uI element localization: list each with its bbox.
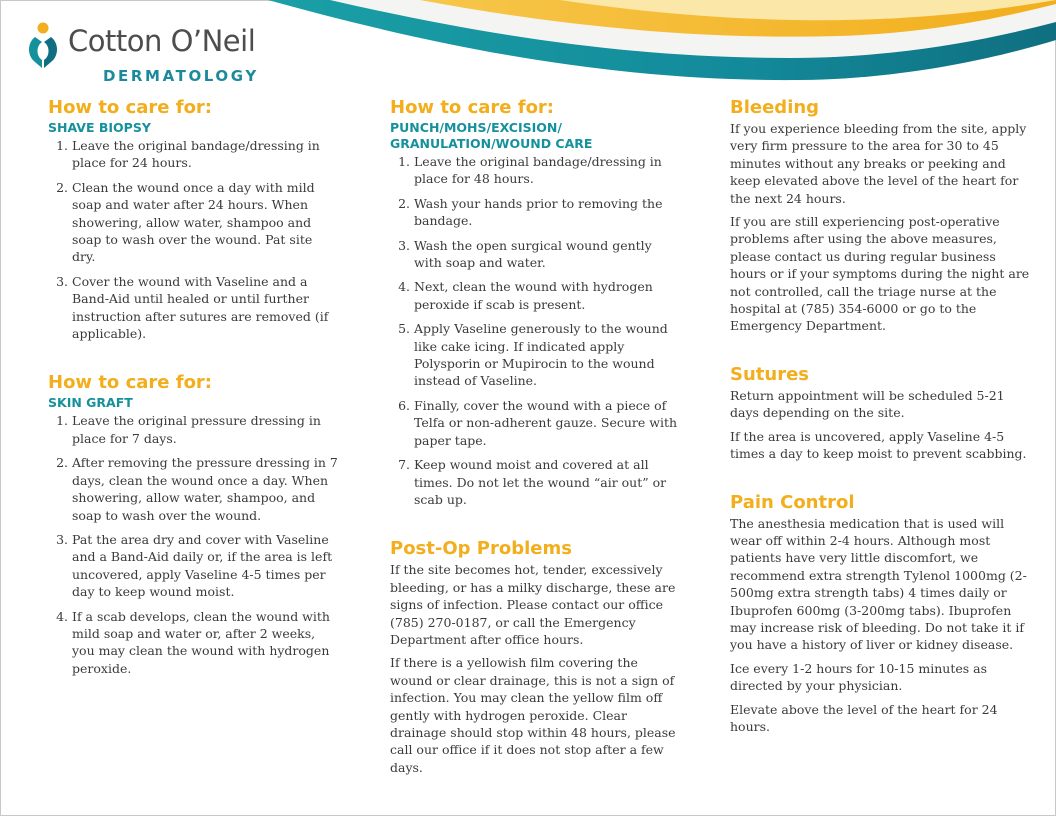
section-shave-biopsy	[48, 96, 338, 342]
instruction-list	[48, 137, 338, 342]
list-item: 4. Next, clean the wound with hydrogen peroxide if scab is present.	[414, 278, 680, 313]
paragraph: Elevate above the level of the heart for 24 hours.	[730, 701, 998, 734]
section-heading: Bleeding	[730, 97, 820, 118]
list-item: 2. Wash your hands prior to removing the bandage.	[414, 195, 680, 230]
list-item: 7. Keep wound moist and covered at all times. Do not let the wound “air out” or scab up.	[414, 456, 680, 508]
section-heading: How to care for:	[390, 97, 555, 118]
paragraph: If the area is uncovered, apply Vaseline 4-5 times a day to keep moist to prevent scabbing.	[730, 428, 1027, 462]
section-skin-graft	[48, 371, 338, 677]
logo-mark-icon	[29, 23, 57, 69]
list-item: 4. If a scab develops, clean the wound with mild soap and water or, after 2 weeks, you may clean the wound with hydrogen peroxide.	[72, 608, 338, 678]
brand-department: DERMATOLOGY	[103, 67, 259, 85]
list-item: 2. After removing the pressure dressing in 7 days, clean the wound once a day. When showering, allow water, shampoo, and soap to wash over the wound.	[72, 454, 338, 524]
list-item: 1. Leave the original pressure dressing in place for 7 days.	[72, 412, 338, 447]
section-subheading: PUNCH/MOHS/EXCISION/ GRANULATION/WOUND CARE	[390, 120, 593, 151]
section-subheading: SHAVE BIOPSY	[48, 120, 151, 135]
list-item: 5. Apply Vaseline generously to the wound like cake icing. If indicated apply Polysporin or Mupirocin to the wound instead of Vaseline.	[414, 320, 680, 390]
column-1	[48, 96, 338, 684]
instruction-list	[390, 153, 680, 508]
section-pain-control	[730, 491, 1030, 736]
section-post-op-problems	[390, 537, 680, 776]
list-item: 6. Finally, cover the wound with a piece of Telfa or non-adherent gauze. Secure with paper tape.	[414, 397, 680, 449]
section-bleeding	[730, 96, 1030, 335]
paragraph: If the site becomes hot, tender, excessively bleeding, or has a milky discharge, these are signs of infection. Please contact our office (785) 270-0187, or call the Emergency Department after office hours.	[390, 562, 676, 647]
list-item: 3. Pat the area dry and cover with Vaseline and a Band-Aid daily or, if the area is left uncovered, apply Vaseline 4-5 times per day to keep wound moist.	[72, 531, 338, 601]
section-punch-mohs	[390, 96, 680, 508]
paragraph: If you experience bleeding from the site, apply very firm pressure to the area for 30 to 45 minutes without any breaks or peeking and keep elevated above the level of the heart for the next 24 hours.	[730, 121, 1027, 206]
list-item: 3. Wash the open surgical wound gently with soap and water.	[414, 237, 680, 272]
paragraph: The anesthesia medication that is used will wear off within 2-4 hours. Although most patients have very little discomfort, we recommend extra strength Tylenol 1000mg (2-500mg extra strength tabs) 4 times daily or Ibuprofen 600mg (3-200mg tabs). Ibuprofen may increase risk of bleeding. Do not take it if you have a history of liver or kidney disease.	[730, 515, 1027, 653]
instruction-list	[48, 412, 338, 677]
paragraph: Ice every 1-2 hours for 10-15 minutes as directed by your physician.	[730, 660, 988, 694]
column-3	[730, 96, 1030, 741]
paragraph: If there is a yellowish film covering the wound or clear drainage, this is not a sign of infection. You may clean the yellow film off gently with hydrogen peroxide. Clear drainage should stop within 48 hours, please call our office if it does not stop after a few days.	[390, 655, 676, 775]
column-2	[390, 96, 680, 782]
paragraph: If you are still experiencing post-operative problems after using the above measures, please contact us during regular business hours or if your symptoms during the night are not controlled, call the triage nurse at the hospital at (785) 354-6000 or go to the Emergency Department.	[730, 214, 1030, 334]
section-heading: Post-Op Problems	[390, 538, 572, 560]
list-item: 3. Cover the wound with Vaseline and a Band-Aid until healed or until further instruction after sutures are removed (if applicable).	[72, 273, 338, 343]
section-sutures	[730, 363, 1030, 463]
section-subheading: SKIN GRAFT	[48, 395, 133, 411]
section-heading: How to care for:	[48, 372, 213, 394]
list-item: 1. Leave the original bandage/dressing in place for 48 hours.	[414, 153, 680, 188]
list-item: 2. Clean the wound once a day with mild soap and water after 24 hours. When showering, allow water, shampoo and soap to wash over the wound. Pat site dry.	[72, 179, 338, 266]
brand-name: Cotton O’Neil	[68, 24, 256, 58]
paragraph: Return appointment will be scheduled 5-21 days depending on the site.	[730, 387, 1005, 421]
section-heading: Sutures	[730, 363, 809, 385]
list-item: 1. Leave the original bandage/dressing in place for 24 hours.	[72, 137, 338, 172]
section-heading: How to care for:	[48, 97, 213, 118]
section-heading: Pain Control	[730, 491, 855, 513]
